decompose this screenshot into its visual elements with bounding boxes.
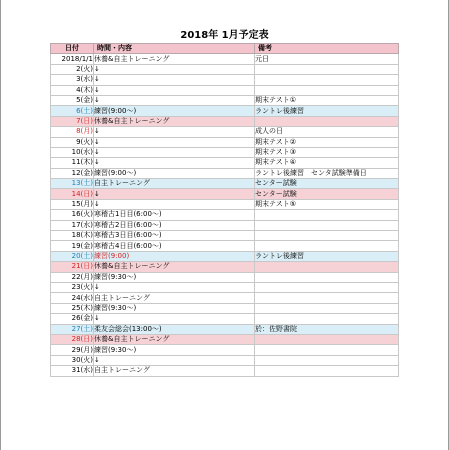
row-date: 25(木) bbox=[51, 303, 94, 313]
table-row bbox=[51, 210, 399, 220]
table-row bbox=[51, 137, 399, 147]
row-content: 練習(9:30〜) bbox=[94, 272, 255, 282]
row-date: 6(土) bbox=[51, 106, 94, 116]
row-note bbox=[255, 231, 399, 241]
row-content: 練習(9:00〜) bbox=[94, 168, 255, 178]
row-content: ↓ bbox=[94, 199, 255, 209]
row-content: ↓ bbox=[94, 355, 255, 365]
table-row bbox=[51, 75, 399, 85]
row-content: 自主トレーニング bbox=[94, 179, 255, 189]
row-content: 自主トレーニング bbox=[94, 366, 255, 376]
row-content: ↓ bbox=[94, 158, 255, 168]
row-content: ↓ bbox=[94, 282, 255, 292]
row-date: 28(日) bbox=[51, 334, 94, 344]
row-content: 寒稽古4日目(6:00〜) bbox=[94, 241, 255, 251]
row-date: 5(金) bbox=[51, 95, 94, 105]
table-row bbox=[51, 85, 399, 95]
row-content: 自主トレーニング bbox=[94, 293, 255, 303]
row-content: ↓ bbox=[94, 75, 255, 85]
table-row bbox=[51, 272, 399, 282]
row-note bbox=[255, 282, 399, 292]
row-date: 2(火) bbox=[51, 64, 94, 74]
row-note: センター試験 bbox=[255, 179, 399, 189]
row-date: 2018/1/1 bbox=[51, 54, 94, 64]
row-note bbox=[255, 220, 399, 230]
row-date: 3(水) bbox=[51, 75, 94, 85]
table-row bbox=[51, 324, 399, 334]
row-date: 10(水) bbox=[51, 147, 94, 157]
row-date: 7(日) bbox=[51, 116, 94, 126]
table-row bbox=[51, 303, 399, 313]
row-date: 19(金) bbox=[51, 241, 94, 251]
table-row bbox=[51, 95, 399, 105]
row-note bbox=[255, 314, 399, 324]
row-note bbox=[255, 334, 399, 344]
header-time-content: 時間・内容 bbox=[94, 44, 255, 54]
row-note bbox=[255, 272, 399, 282]
row-date: 15(月) bbox=[51, 199, 94, 209]
row-content: ↓ bbox=[94, 137, 255, 147]
row-content: ↓ bbox=[94, 147, 255, 157]
row-content: ↓ bbox=[94, 314, 255, 324]
header-notes: 備考 bbox=[255, 44, 399, 54]
row-content: 休養&自主トレーニング bbox=[94, 262, 255, 272]
table-row bbox=[51, 64, 399, 74]
row-date: 23(火) bbox=[51, 282, 94, 292]
row-content: ↓ bbox=[94, 85, 255, 95]
row-note: 期末テスト① bbox=[255, 95, 399, 105]
row-date: 26(金) bbox=[51, 314, 94, 324]
row-note bbox=[255, 303, 399, 313]
table-row bbox=[51, 314, 399, 324]
row-note: 期末テスト⑤ bbox=[255, 199, 399, 209]
row-note: センター試験 bbox=[255, 189, 399, 199]
row-date: 21(日) bbox=[51, 262, 94, 272]
header-date: 日付 bbox=[51, 44, 94, 54]
row-date: 30(火) bbox=[51, 355, 94, 365]
row-note: 元日 bbox=[255, 54, 399, 64]
table-row bbox=[51, 147, 399, 157]
row-note: 成人の日 bbox=[255, 127, 399, 137]
table-row bbox=[51, 241, 399, 251]
row-note bbox=[255, 262, 399, 272]
page-border-left bbox=[0, 0, 1, 450]
row-content: 休養&自主トレーニング bbox=[94, 334, 255, 344]
row-date: 29(月) bbox=[51, 345, 94, 355]
row-date: 12(金) bbox=[51, 168, 94, 178]
table-row bbox=[51, 127, 399, 137]
row-note bbox=[255, 241, 399, 251]
row-date: 17(水) bbox=[51, 220, 94, 230]
table-row bbox=[51, 345, 399, 355]
row-date: 8(月) bbox=[51, 127, 94, 137]
row-content: 柔友会総会(13:00〜) bbox=[94, 324, 255, 334]
row-date: 14(日) bbox=[51, 189, 94, 199]
row-content: 休養&自主トレーニング bbox=[94, 116, 255, 126]
row-content: 休養&自主トレーニング bbox=[94, 54, 255, 64]
row-content: 練習(9:00) bbox=[94, 251, 255, 261]
schedule-table bbox=[50, 43, 399, 377]
header-row bbox=[51, 44, 399, 54]
row-date: 18(木) bbox=[51, 231, 94, 241]
row-date: 20(土) bbox=[51, 251, 94, 261]
row-note: 於：佐野書院 bbox=[255, 324, 399, 334]
row-date: 31(水) bbox=[51, 366, 94, 376]
table-row bbox=[51, 168, 399, 178]
row-note: 期末テスト② bbox=[255, 137, 399, 147]
table-row bbox=[51, 355, 399, 365]
row-note bbox=[255, 85, 399, 95]
row-note: ラントレ後練習 bbox=[255, 106, 399, 116]
row-content: ↓ bbox=[94, 127, 255, 137]
row-content: ↓ bbox=[94, 189, 255, 199]
row-date: 24(水) bbox=[51, 293, 94, 303]
row-note: 期末テスト③ bbox=[255, 147, 399, 157]
row-date: 9(火) bbox=[51, 137, 94, 147]
table-row bbox=[51, 220, 399, 230]
row-content: 練習(9:30〜) bbox=[94, 345, 255, 355]
row-note bbox=[255, 116, 399, 126]
row-date: 27(土) bbox=[51, 324, 94, 334]
table-row bbox=[51, 334, 399, 344]
row-note bbox=[255, 210, 399, 220]
row-content: ↓ bbox=[94, 64, 255, 74]
row-date: 13(土) bbox=[51, 179, 94, 189]
row-note bbox=[255, 345, 399, 355]
row-note bbox=[255, 355, 399, 365]
table-row bbox=[51, 189, 399, 199]
table-row bbox=[51, 251, 399, 261]
row-content: 寒稽古1日目(6:00〜) bbox=[94, 210, 255, 220]
table-row bbox=[51, 262, 399, 272]
table-row bbox=[51, 158, 399, 168]
table-row bbox=[51, 116, 399, 126]
row-date: 16(火) bbox=[51, 210, 94, 220]
page-title: 2018年 1月予定表 bbox=[180, 30, 269, 41]
row-note: ラントレ後練習 センタ試験準備日 bbox=[255, 168, 399, 178]
table-row bbox=[51, 231, 399, 241]
row-content: 練習(9:30〜) bbox=[94, 303, 255, 313]
row-note bbox=[255, 293, 399, 303]
row-note bbox=[255, 75, 399, 85]
row-date: 4(木) bbox=[51, 85, 94, 95]
row-note: 期末テスト④ bbox=[255, 158, 399, 168]
row-content: 練習(9:00〜) bbox=[94, 106, 255, 116]
table-row bbox=[51, 366, 399, 376]
row-content: 寒稽古3日目(6:00〜) bbox=[94, 231, 255, 241]
row-note bbox=[255, 64, 399, 74]
row-date: 11(木) bbox=[51, 158, 94, 168]
row-note: ラントレ後練習 bbox=[255, 251, 399, 261]
row-note bbox=[255, 366, 399, 376]
table-row bbox=[51, 54, 399, 64]
row-content: 寒稽古2日目(6:00〜) bbox=[94, 220, 255, 230]
row-date: 22(月) bbox=[51, 272, 94, 282]
table-row bbox=[51, 282, 399, 292]
table-row bbox=[51, 293, 399, 303]
row-content: ↓ bbox=[94, 95, 255, 105]
table-row bbox=[51, 179, 399, 189]
table-row bbox=[51, 199, 399, 209]
table-row bbox=[51, 106, 399, 116]
